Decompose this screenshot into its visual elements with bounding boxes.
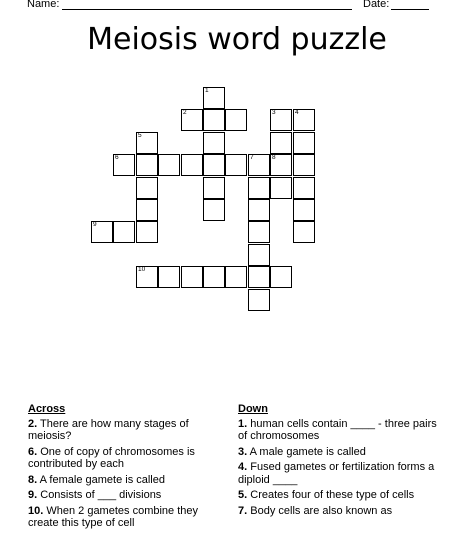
grid-cell[interactable] xyxy=(248,221,270,243)
clue-number: 6. xyxy=(28,445,38,458)
grid-cell[interactable] xyxy=(293,154,315,176)
cell-number: 8 xyxy=(272,154,276,161)
grid-cell[interactable] xyxy=(203,199,225,221)
clue-number: 7. xyxy=(238,504,248,517)
across-clues xyxy=(28,403,213,533)
clue-number: 5. xyxy=(238,489,248,501)
cell-number: 4 xyxy=(295,109,299,116)
grid-cell[interactable] xyxy=(91,221,113,243)
clue-across-9 xyxy=(28,489,213,502)
clue-text: Consists of ___ divisions xyxy=(40,489,162,501)
down-clues xyxy=(238,403,443,520)
grid-cell[interactable] xyxy=(181,154,203,176)
clue-text: human cells contain ____ - three pairs of chromosomes xyxy=(238,417,437,442)
grid-cell[interactable] xyxy=(203,87,225,109)
clue-text: A female gamete is called xyxy=(39,473,165,486)
grid-cell[interactable] xyxy=(181,109,203,131)
grid-cell[interactable] xyxy=(136,199,158,221)
grid-cell[interactable] xyxy=(248,266,270,288)
grid-cell[interactable] xyxy=(225,266,247,288)
grid-cell[interactable] xyxy=(293,109,315,131)
grid-cell[interactable] xyxy=(136,221,158,243)
clue-number: 8. xyxy=(28,473,38,486)
grid-cell[interactable] xyxy=(293,132,315,154)
grid-cell[interactable] xyxy=(136,132,158,154)
clue-number: 2. xyxy=(28,417,38,430)
cell-number: 2 xyxy=(183,109,187,116)
clue-across-2 xyxy=(28,418,213,443)
clue-number: 4. xyxy=(238,461,248,473)
grid-cell[interactable] xyxy=(203,154,225,176)
cell-number: 9 xyxy=(93,221,97,228)
grid-cell[interactable] xyxy=(270,132,292,154)
grid-cell[interactable] xyxy=(203,109,225,131)
grid-cell[interactable] xyxy=(158,154,180,176)
name-label: Name: xyxy=(27,0,60,10)
grid-cell[interactable] xyxy=(225,109,247,131)
grid-cell[interactable] xyxy=(293,221,315,243)
grid-cell[interactable] xyxy=(270,266,292,288)
grid-cell[interactable] xyxy=(270,109,292,131)
clue-across-8 xyxy=(28,474,213,487)
clue-down-4 xyxy=(238,461,443,486)
date-label: Date: xyxy=(363,0,390,10)
clue-text: There are how many stages of meiosis? xyxy=(28,417,189,442)
grid-cell[interactable] xyxy=(158,266,180,288)
grid-cell[interactable] xyxy=(248,244,270,266)
clue-across-10 xyxy=(28,505,213,530)
grid-cell[interactable] xyxy=(203,177,225,199)
grid-cell[interactable] xyxy=(203,266,225,288)
grid-cell[interactable] xyxy=(248,199,270,221)
grid-cell[interactable] xyxy=(113,221,135,243)
grid-cell[interactable] xyxy=(293,177,315,199)
clue-down-1 xyxy=(238,418,443,443)
clue-text: Creates four of these type of cells xyxy=(250,489,415,501)
cell-number: 6 xyxy=(115,154,119,161)
page-title: Meiosis word puzzle xyxy=(87,22,387,57)
across-heading: Across xyxy=(28,403,66,415)
grid-cell[interactable] xyxy=(113,154,135,176)
clue-down-7 xyxy=(238,505,443,518)
cell-number: 5 xyxy=(138,132,142,139)
clue-number: 1. xyxy=(238,417,248,430)
clue-number: 10. xyxy=(28,504,44,517)
clue-text: A male gamete is called xyxy=(249,445,366,458)
clue-text: Fused gametes or fertilization forms a diploid ____ xyxy=(238,461,435,486)
grid-cell[interactable] xyxy=(248,177,270,199)
clue-number: 9. xyxy=(28,489,38,501)
clue-down-5 xyxy=(238,489,443,502)
grid-cell[interactable] xyxy=(293,199,315,221)
clue-text: Body cells are also known as xyxy=(250,504,393,517)
grid-cell[interactable] xyxy=(136,266,158,288)
clue-down-3 xyxy=(238,446,443,459)
clue-across-6 xyxy=(28,446,213,471)
cell-number: 3 xyxy=(272,109,276,116)
grid-cell[interactable] xyxy=(136,177,158,199)
grid-cell[interactable] xyxy=(270,177,292,199)
down-heading: Down xyxy=(238,403,268,415)
clue-text: When 2 gametes combine they create this type of cell xyxy=(28,504,198,529)
grid-cell[interactable] xyxy=(225,154,247,176)
grid-cell[interactable] xyxy=(181,266,203,288)
grid-cell[interactable] xyxy=(248,154,270,176)
cell-number: 10 xyxy=(138,266,146,273)
grid-cell[interactable] xyxy=(203,132,225,154)
cell-number: 7 xyxy=(250,154,254,161)
cell-number: 1 xyxy=(205,87,209,94)
clue-text: One of copy of chromosomes is contributed by each xyxy=(28,445,195,470)
clue-number: 3. xyxy=(238,445,248,458)
grid-cell[interactable] xyxy=(248,289,270,311)
grid-cell[interactable] xyxy=(270,154,292,176)
grid-cell[interactable] xyxy=(136,154,158,176)
